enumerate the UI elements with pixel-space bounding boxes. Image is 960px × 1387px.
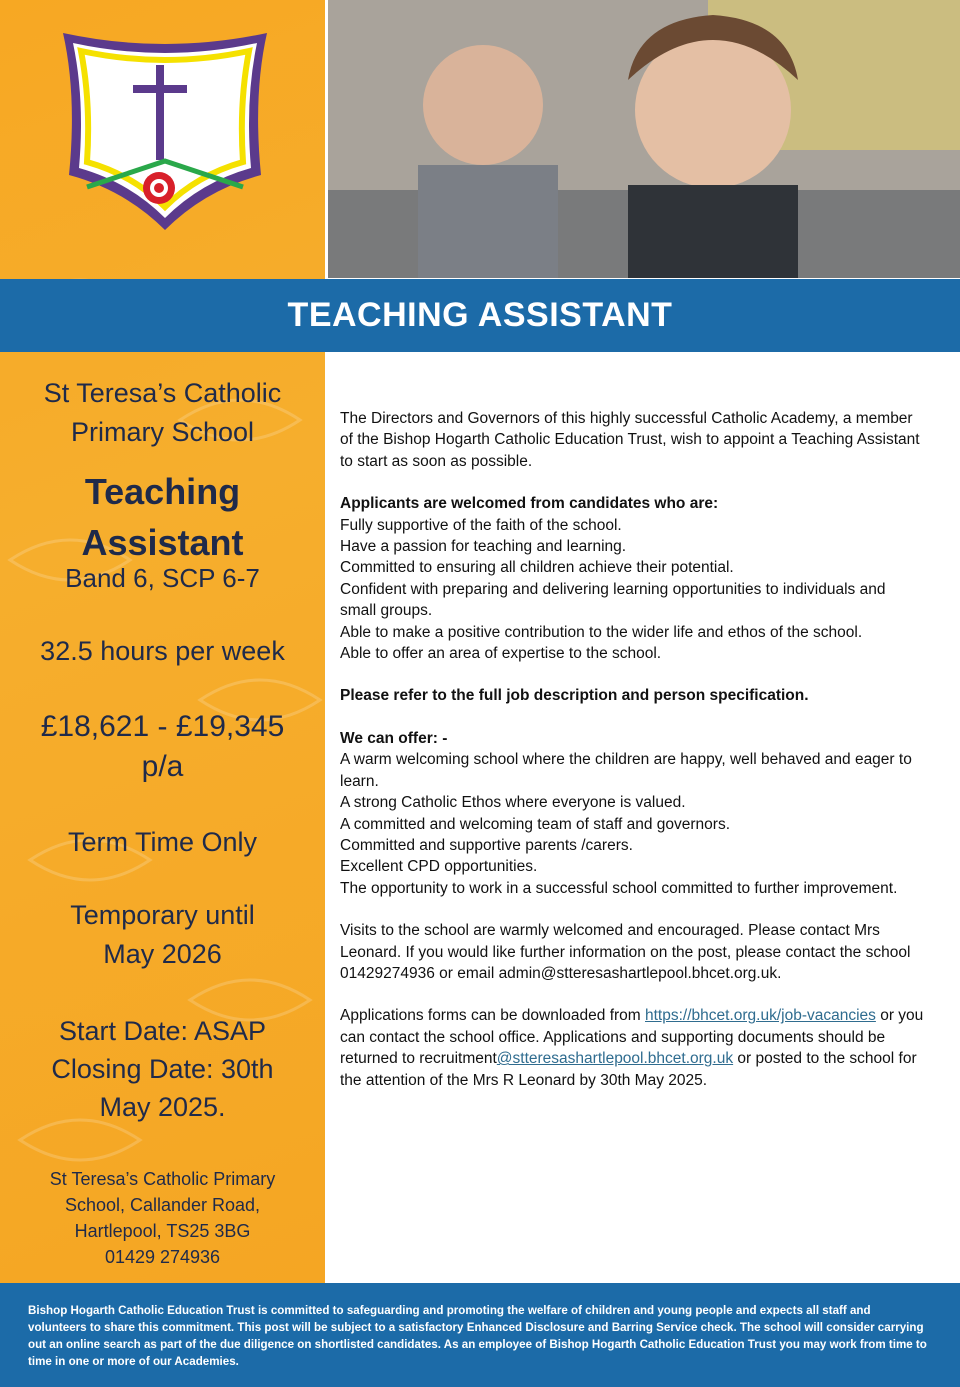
- list-item: Able to make a positive contribution to the wider life and ethos of the school.: [340, 623, 863, 641]
- list-item: A strong Catholic Ethos where everyone is valued.: [340, 794, 686, 812]
- list-item: Excellent CPD opportunities.: [340, 858, 538, 876]
- salary-range: £18,621 - £19,345 p/a: [40, 710, 285, 783]
- offer-heading: We can offer: -: [340, 729, 448, 747]
- school-name: St Teresa’s Catholic Primary School: [43, 378, 282, 447]
- list-item: A warm welcoming school where the children are happy, well behaved and eager to learn.: [340, 751, 912, 790]
- term-time: Term Time Only: [67, 827, 258, 857]
- school-crest-logo: [55, 25, 275, 235]
- list-item: Have a passion for teaching and learning.: [340, 538, 627, 556]
- list-item: Committed to ensuring all children achieve their potential.: [340, 559, 734, 577]
- applicants-heading: Applicants are welcomed from candidates who are:: [340, 495, 719, 513]
- refer-note: Please refer to the full job description and person specification.: [340, 687, 809, 705]
- list-item: Confident with preparing and delivering learning opportunities to individuals and small groups.: [340, 580, 886, 620]
- school-phone: 01429 274936: [104, 1247, 221, 1267]
- list-item: Committed and supportive parents /carers.: [340, 836, 633, 854]
- application-paragraph: Applications forms can be downloaded from https://bhcet.org.uk/job-vacancies or you can contact the school office. Applications and supporting documents should be returned to recruitment@stteresashartlepool.bhcet.org.uk or posted to the school for the attention of the Mrs R Leonard by 30th May 2025.: [340, 1007, 924, 1089]
- job-description: [340, 408, 925, 1091]
- list-item: A committed and welcoming team of staff and governors.: [340, 815, 730, 833]
- closing-date: Closing Date: 30th: [51, 1054, 274, 1084]
- school-address: St Teresa’s Catholic Primary School, Callander Road, Hartlepool, TS25 3BG 01429 274936: [0, 1166, 325, 1270]
- contract-duration: Temporary until May 2026: [70, 900, 255, 969]
- safeguarding-footer: [0, 1283, 960, 1387]
- title-banner: [0, 279, 960, 352]
- hero-photo-children: [328, 0, 960, 278]
- list-item: Fully supportive of the faith of the school.: [340, 516, 622, 534]
- list-item: Able to offer an area of expertise to the school.: [340, 645, 662, 663]
- photo-placeholder: [328, 0, 960, 278]
- weekly-hours: 32.5 hours per week: [40, 636, 285, 666]
- job-summary-panel: [0, 352, 325, 1270]
- recruitment-email-link[interactable]: @stteresashartlepool.bhcet.org.uk: [496, 1050, 734, 1068]
- list-item: The opportunity to work in a successful school committed to further improvement.: [340, 879, 898, 897]
- footer-text: Bishop Hogarth Catholic Education Trust is committed to safeguarding and promoting the welfare of children and young people and expects all staff and volunteers to share this commitment. This post will be subject to a satisfactory Enhanced Disclosure and Barring Service check. The school will consider carrying out an online search as part of the due diligence on shortlisted candidates. As an employee of Bishop Hogarth Catholic Education Trust you may work from time to time in one or more of our Academies.: [28, 1304, 927, 1368]
- job-role: Teaching Assistant: [81, 471, 244, 563]
- job-vacancies-link[interactable]: https://bhcet.org.uk/job-vacancies: [645, 1007, 876, 1025]
- visits-paragraph: Visits to the school are warmly welcomed and encouraged. Please contact Mrs Leonard. If you would like further information on the post, please contact the school 01429274936 or email admin@stteresashartlepool.bhcet.org.uk.: [340, 922, 911, 982]
- start-date: Start Date: ASAP: [58, 1016, 267, 1046]
- pay-band: Band 6, SCP 6-7: [65, 563, 260, 593]
- key-dates: Start Date: ASAP Closing Date: 30th May 2025.: [0, 1012, 325, 1126]
- page-title: TEACHING ASSISTANT: [287, 296, 673, 334]
- intro-paragraph: The Directors and Governors of this highly successful Catholic Academy, a member of the Bishop Hogarth Catholic Education Trust, wish to appoint a Teaching Assistant to start as soon as possible.: [340, 410, 920, 470]
